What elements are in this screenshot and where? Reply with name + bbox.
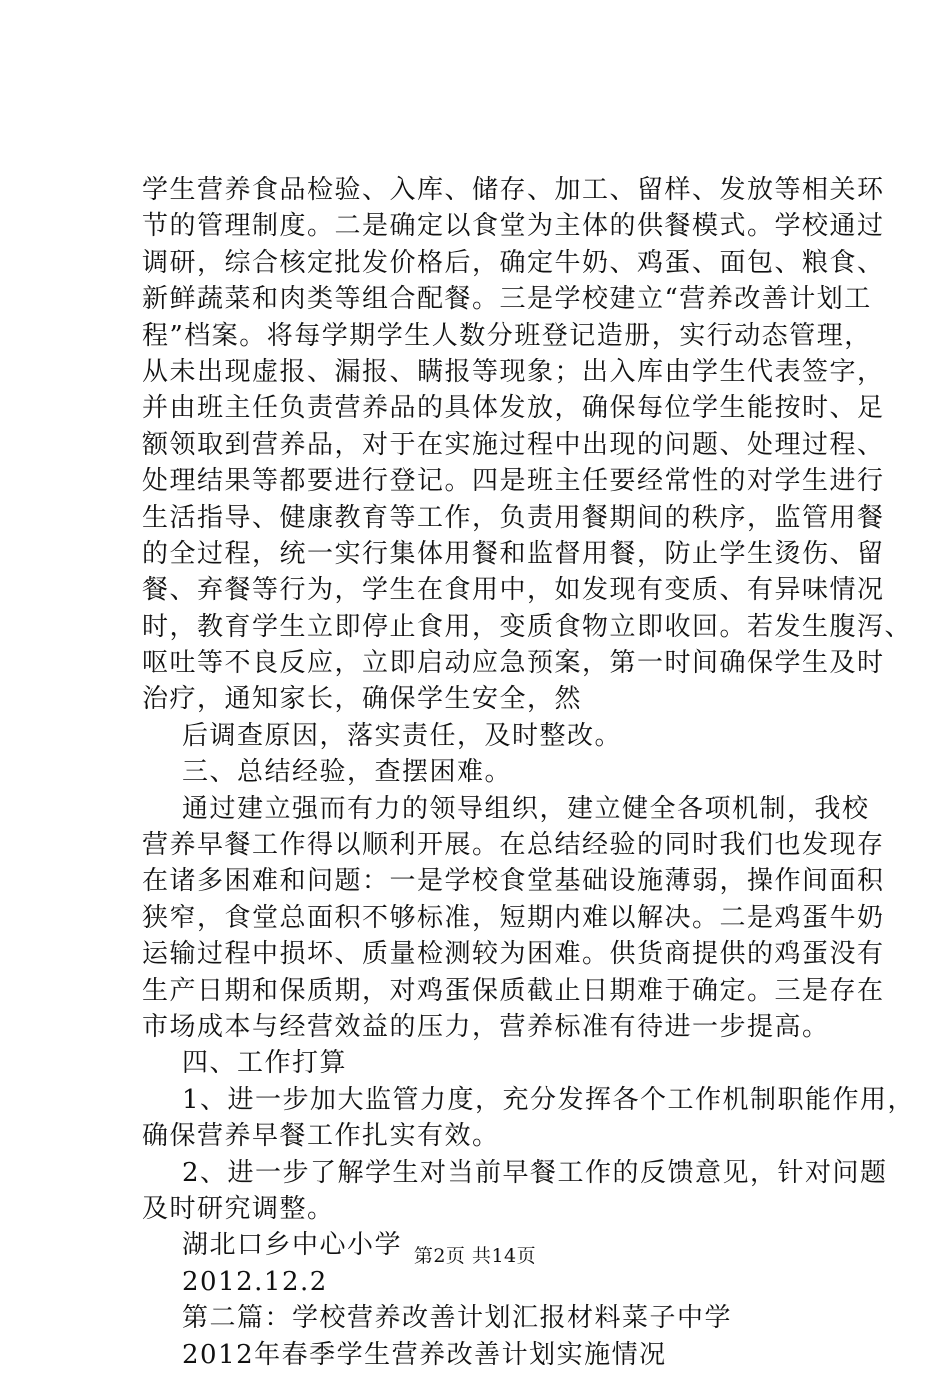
text-line: 餐、弃餐等行为，学生在食用中，如发现有变质、有异味情况 xyxy=(142,575,885,606)
text-line: 市场成本与经营效益的压力，营养标准有待进一步提高。 xyxy=(142,1011,830,1042)
text-line: 调研，综合核定批发价格后，确定牛奶、鸡蛋、面包、粮食、 xyxy=(142,247,885,278)
text-line: 生活指导、健康教育等工作，负责用餐期间的秩序，监管用餐 xyxy=(142,502,885,533)
text-line: 2012.12.2 xyxy=(182,1266,328,1297)
text-line: 呕吐等不良反应，立即启动应急预案，第一时间确保学生及时 xyxy=(142,648,885,679)
text-line: 生产日期和保质期，对鸡蛋保质截止日期难于确定。三是存在 xyxy=(142,975,885,1006)
text-line: 治疗，通知家长，确保学生安全，然 xyxy=(142,684,583,715)
text-line: 四、工作打算 xyxy=(182,1048,348,1079)
text-line: 程”档案。将每学期学生人数分班登记造册，实行动态管理， xyxy=(142,320,872,351)
text-line: 三、总结经验，查摆困难。 xyxy=(182,757,513,788)
text-line: 2、进一步了解学生对当前早餐工作的反馈意见，针对问题 xyxy=(182,1157,888,1188)
text-line: 确保营养早餐工作扎实有效。 xyxy=(142,1121,500,1152)
text-line: 及时研究调整。 xyxy=(142,1193,335,1224)
text-line: 的全过程，统一实行集体用餐和监督用餐，防止学生烫伤、留 xyxy=(142,538,885,569)
text-line: 额领取到营养品，对于在实施过程中出现的问题、处理过程、 xyxy=(142,429,885,460)
text-line: 并由班主任负责营养品的具体发放，确保每位学生能按时、足 xyxy=(142,393,885,424)
text-line: 营养早餐工作得以顺利开展。在总结经验的同时我们也发现存 xyxy=(142,830,885,861)
text-line: 时，教育学生立即停止食用，变质食物立即收回。若发生腹泻、 xyxy=(142,611,913,642)
text-line: 新鲜蔬菜和肉类等组合配餐。三是学校建立“营养改善计划工 xyxy=(142,284,872,315)
text-line: 处理结果等都要进行登记。四是班主任要经常性的对学生进行 xyxy=(142,466,885,497)
text-line: 1、进一步加大监管力度，充分发挥各个工作机制职能作用， xyxy=(182,1084,916,1115)
text-line: 在诸多困难和问题：一是学校食堂基础设施薄弱，操作间面积 xyxy=(142,866,885,897)
text-line: 从未出现虚报、漏报、瞒报等现象；出入库由学生代表签字， xyxy=(142,356,885,387)
document-body xyxy=(142,172,916,1373)
text-line: 通过建立强而有力的领导组织，建立健全各项机制，我校 xyxy=(182,793,870,824)
text-line: 狭窄，食堂总面积不够标准，短期内难以解决。二是鸡蛋牛奶 xyxy=(142,902,885,933)
text-line: 2012年春季学生营养改善计划实施情况 xyxy=(182,1339,667,1370)
text-line: 节的管理制度。二是确定以食堂为主体的供餐模式。学校通过 xyxy=(142,211,885,242)
text-line: 后调查原因，落实责任，及时整改。 xyxy=(182,720,623,751)
text-line: 第二篇：学校营养改善计划汇报材料菜子中学 xyxy=(182,1303,733,1334)
text-line: 学生营养食品检验、入库、储存、加工、留样、发放等相关环 xyxy=(142,175,885,205)
page-footer: 第2页 共14页 xyxy=(413,1245,537,1267)
text-line: 湖北口乡中心小学 xyxy=(182,1230,403,1261)
text-line: 运输过程中损坏、质量检测较为困难。供货商提供的鸡蛋没有 xyxy=(142,939,885,970)
